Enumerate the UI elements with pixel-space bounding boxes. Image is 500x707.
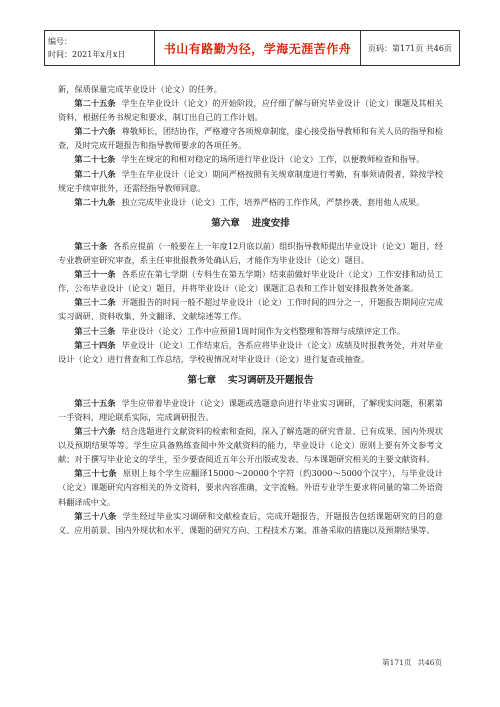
article-text: 原则上每个学生应翻译15000～20000个字符（约3000～5000个汉字），与毕业设计（论文）课题研究内容相关的外文资料，要求内容准确，文字流畅。外语专业学生要求将同量的第二外语资料翻译成中文。: [58, 468, 443, 507]
header-page-info: 页码：第171页 共46页: [368, 43, 452, 53]
footer-page: 第171页: [382, 658, 412, 667]
article-paragraph: [58, 82, 443, 96]
article-paragraph: [58, 424, 443, 466]
article-text: 毕业设计（论文）工作中应预留1周时间作为文档整理和答辩与成绩评定工作。: [121, 325, 405, 336]
article-paragraph: [58, 239, 443, 267]
article-number: 第三十七条: [74, 468, 117, 479]
chapter-title: 进度安排: [251, 217, 290, 229]
article-number: 第三十四条: [74, 339, 116, 350]
article-text: 各系应在第七学期（专科生在第五学期）结束前做好毕业设计（论文）工作安排和动员工作，公布毕业设计（论文）题目，并将毕业设计（论文）课题汇总表和工作计划安排报教务处备案。: [58, 269, 443, 294]
document-body: [58, 82, 443, 537]
article-text: 尊敬师长，团结协作，严格遵守各项规章制度，虚心接受指导教师和有关人员的指导和检查，及时完成开题报告和指导教师要求的各项任务。: [58, 126, 443, 151]
article-number: 第三十五条: [74, 397, 116, 408]
article-text: 学生应带着毕业设计（论文）课题或选题意向进行毕业实习调研，了解现实问题，积累第一手资料，理论联系实际，完成调研报告。: [58, 397, 443, 422]
chapter-title: 实习调研及开题报告: [228, 374, 314, 386]
article-paragraph: [58, 509, 443, 537]
article-text: 结合选题进行文献资料的检索和查阅，深入了解选题的研究背景、已有成果、国内外现状以及预期结果等等。学生应具备熟练查阅中外文献资料的能力，毕业设计（论文）原则上要有外文参考文献；对于撰写毕业论文的学生，至少要查阅近五年公开出版或发表、与本课题研究相关的主要文献资料。: [58, 426, 443, 465]
article-paragraph: [58, 96, 443, 124]
article-text: 学生经过毕业实习调研和文献检查后，完成开题报告，开题报告包括课题研究的目的意义、应用前景、国内外现状和水平、课题的研究方向、工程技术方案、准备采取的措施以及预期结果等。: [58, 510, 443, 535]
chapter-number: 第六章: [211, 217, 240, 229]
article-number: 第三十六条: [74, 426, 116, 437]
page-footer: [382, 657, 442, 668]
article-number: 第二十五条: [74, 98, 116, 109]
header-meta: [45, 31, 155, 65]
article-number: 第三十二条: [74, 297, 116, 308]
article-paragraph: [58, 152, 443, 166]
header-time-label: 时间：2021年x月x日: [48, 50, 126, 59]
section-intro: [58, 82, 443, 209]
section-chapter-7: [58, 396, 443, 537]
article-paragraph: [58, 124, 443, 152]
article-number: 第三十一条: [74, 269, 116, 280]
footer-total: 共46页: [417, 658, 442, 667]
article-paragraph: [58, 396, 443, 424]
article-text: 学生在毕业设计（论文）期间严格按照有关规章制度进行考勤，有事须请假者，除按学校规定手续审批外，还需经指导教师同意。: [58, 168, 443, 193]
article-number: 第三十条: [74, 240, 108, 251]
article-number: 第二十六条: [74, 126, 116, 137]
article-number: 第二十八条: [74, 168, 116, 179]
article-text: 开题报告的时间一般不超过毕业设计（论文）工作时间的四分之一，开题报告期间应完成实习调研、资料收集、外文翻译、文献综述等工作。: [58, 297, 443, 322]
section-chapter-6: [58, 239, 443, 366]
article-number: 第二十七条: [74, 154, 116, 165]
article-paragraph: [58, 267, 443, 295]
article-text: 学生在毕业设计（论文）的开始阶段，应仔细了解与研究毕业设计（论文）课题及其相关资料，根据任务书规定和要求，制订出自己的工作计划。: [58, 98, 443, 123]
article-text: 独立完成毕业设计（论文）工作，培养严格的工作作风，严禁抄袭、套用他人成果。: [121, 196, 425, 207]
article-paragraph: [58, 338, 443, 366]
article-text: 各系应提前（一般要在上一年度12月底以前）组织指导教师提出毕业设计（论文）题目，经专业教研室研究审查，系主任审批报教务处确认后，才能作为毕业设计（论文）题目。: [58, 240, 443, 266]
article-paragraph: [58, 324, 443, 338]
article-paragraph: [58, 167, 443, 195]
article-number: 第二十九条: [74, 196, 116, 207]
article-paragraph: [58, 295, 443, 323]
header-slogan: 书山有路勤为径，学海无涯苦作舟: [155, 31, 361, 65]
header-number-label: 编号：: [48, 37, 72, 46]
article-paragraph: [58, 195, 443, 209]
article-text: 毕业设计（论文）工作结束后，各系应将毕业设计（论文）成绩及时报教务处，并对毕业设计（论文）进行普查和工作总结，学校视情况对毕业设计（论文）进行复查或抽查。: [58, 339, 443, 364]
article-number: 第三十八条: [74, 510, 117, 521]
chapter-6-heading: [58, 217, 443, 231]
article-number: 第三十三条: [74, 325, 116, 336]
article-text: 新，保质保量完成毕业设计（论文）的任务。: [58, 84, 222, 94]
chapter-number: 第七章: [187, 374, 216, 386]
article-paragraph: [58, 466, 443, 508]
article-text: 学生在规定的和相对稳定的场所进行毕业设计（论文）工作，以便教师检查和指导。: [121, 154, 425, 165]
chapter-7-heading: [58, 374, 443, 388]
page-header: [44, 30, 460, 66]
